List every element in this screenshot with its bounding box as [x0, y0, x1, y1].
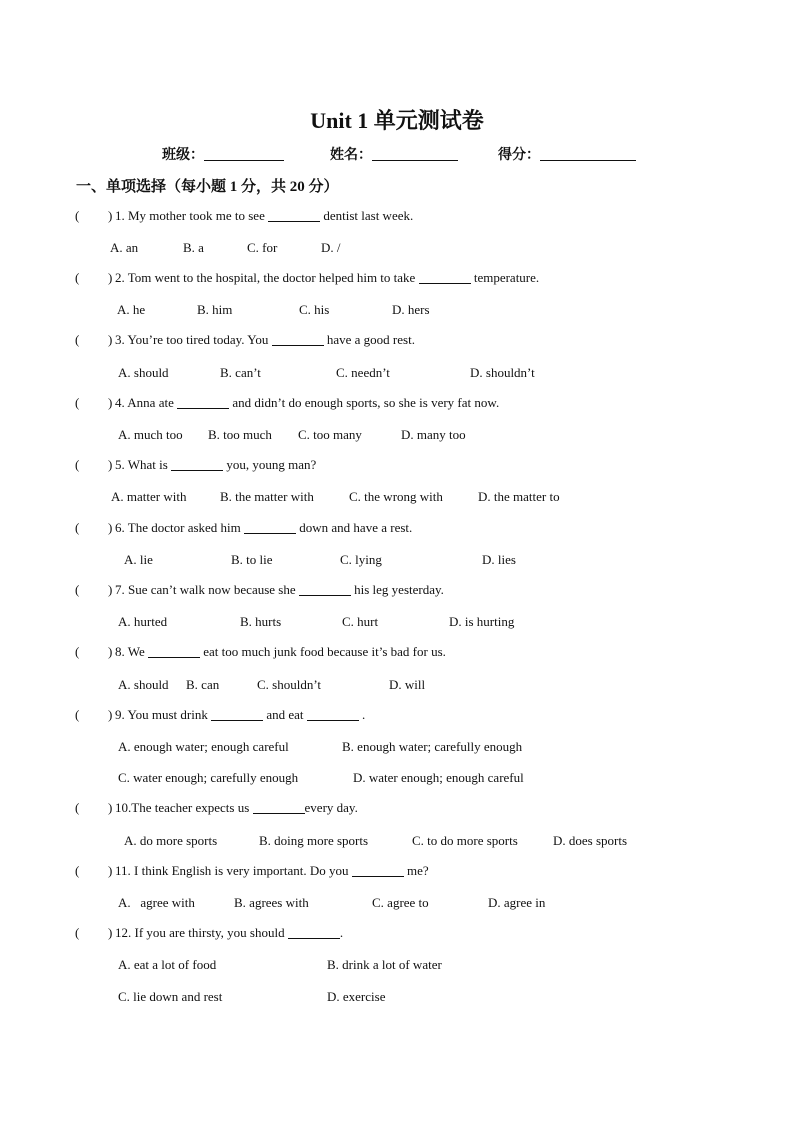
question-text: 4. Anna ate and didn’t do enough sports, so she is very fat now. — [115, 395, 500, 410]
answer-paren-close: ) — [108, 800, 113, 815]
question-text: 11. I think English is very important. Do you me? — [115, 863, 429, 878]
option-c[interactable]: C. his — [299, 302, 330, 317]
name-blank[interactable] — [372, 146, 458, 161]
option-a[interactable]: A. matter with — [111, 489, 187, 504]
option-b[interactable]: B. enough water; carefully enough — [342, 739, 523, 754]
option-b[interactable]: B. a — [183, 240, 204, 255]
option-d[interactable]: D. will — [389, 677, 426, 692]
name-label: 姓名： — [330, 148, 372, 163]
option-b[interactable]: B. hurts — [240, 614, 282, 629]
answer-paren-open: ( — [75, 707, 80, 722]
answer-paren-close: ) — [108, 644, 113, 659]
question-number: 4. — [115, 395, 125, 410]
option-d[interactable]: D. water enough; enough careful — [353, 770, 524, 785]
option-a[interactable]: A. he — [117, 302, 146, 317]
answer-paren-open: ( — [75, 332, 80, 347]
option-a[interactable]: A. do more sports — [124, 833, 218, 848]
answer-blank[interactable] — [211, 708, 263, 721]
option-c[interactable]: C. agree to — [372, 895, 429, 910]
answer-paren-open: ( — [75, 582, 80, 597]
question-text: 6. The doctor asked him down and have a rest. — [115, 520, 413, 535]
answer-paren-close: ) — [108, 208, 113, 223]
name-field — [330, 144, 458, 164]
answer-blank[interactable] — [268, 209, 320, 222]
option-a[interactable]: A. enough water; enough careful — [118, 739, 289, 754]
question-text: 7. Sue can’t walk now because she his leg yesterday. — [115, 582, 444, 597]
option-c[interactable]: C. needn’t — [336, 365, 390, 380]
answer-paren-close: ) — [108, 582, 113, 597]
answer-blank[interactable] — [148, 645, 200, 658]
option-b[interactable]: B. can’t — [220, 365, 261, 380]
answer-paren-open: ( — [75, 800, 80, 815]
option-d[interactable]: D. exercise — [327, 989, 386, 1004]
option-b[interactable]: B. him — [197, 302, 233, 317]
answer-paren-open: ( — [75, 208, 80, 223]
question-number: 9. — [115, 707, 125, 722]
answer-paren-close: ) — [108, 707, 113, 722]
question-4 — [0, 395, 794, 415]
question-text: 3. You’re too tired today. You have a good rest. — [115, 332, 415, 347]
answer-paren-open: ( — [75, 925, 80, 940]
question-number: 11. — [115, 863, 131, 878]
question-7 — [0, 582, 794, 602]
class-blank[interactable] — [204, 146, 284, 161]
option-c[interactable]: C. too many — [298, 427, 362, 442]
option-b[interactable]: B. doing more sports — [259, 833, 369, 848]
answer-paren-open: ( — [75, 644, 80, 659]
score-field — [498, 144, 636, 164]
class-field — [162, 144, 284, 164]
question-8 — [0, 644, 794, 664]
option-d[interactable]: D. the matter to — [478, 489, 560, 504]
answer-blank[interactable] — [177, 396, 229, 409]
option-a[interactable]: A. an — [110, 240, 139, 255]
answer-blank[interactable] — [253, 801, 305, 814]
question-number: 1. — [115, 208, 125, 223]
option-c[interactable]: C. lying — [340, 552, 382, 567]
answer-blank[interactable] — [299, 583, 351, 596]
option-c[interactable]: C. for — [247, 240, 278, 255]
question-number: 5. — [115, 457, 125, 472]
question-text: 1. My mother took me to see dentist last week. — [115, 208, 414, 223]
question-text: 8. We eat too much junk food because it’s bad for us. — [115, 644, 446, 659]
option-b[interactable]: B. the matter with — [220, 489, 314, 504]
option-c[interactable]: C. shouldn’t — [257, 677, 322, 692]
answer-paren-close: ) — [108, 332, 113, 347]
question-5 — [0, 457, 794, 477]
answer-blank[interactable] — [307, 708, 359, 721]
question-text: 12. If you are thirsty, you should . — [115, 925, 344, 940]
question-3 — [0, 332, 794, 352]
question-2 — [0, 270, 794, 290]
option-d[interactable]: D. shouldn’t — [470, 365, 535, 380]
option-d[interactable]: D. agree in — [488, 895, 546, 910]
option-d[interactable]: D. / — [321, 240, 341, 255]
question-number: 2. — [115, 270, 125, 285]
answer-paren-open: ( — [75, 457, 80, 472]
option-d[interactable]: D. hers — [392, 302, 430, 317]
answer-paren-close: ) — [108, 395, 113, 410]
option-c[interactable]: C. to do more sports — [412, 833, 518, 848]
option-a[interactable]: A. should — [118, 677, 169, 692]
answer-blank[interactable] — [419, 271, 471, 284]
option-a[interactable]: A. eat a lot of food — [118, 957, 217, 972]
option-a[interactable]: A. agree with — [118, 895, 195, 910]
question-12 — [0, 925, 794, 945]
option-b[interactable]: B. to lie — [231, 552, 273, 567]
page-title: Unit 1 单元测试卷 — [310, 108, 484, 133]
section-heading: 一、单项选择（每小题 1 分，共 20 分） — [76, 179, 339, 195]
question-number: 6. — [115, 520, 125, 535]
answer-blank[interactable] — [244, 521, 296, 534]
answer-blank[interactable] — [171, 458, 223, 471]
question-11 — [0, 863, 794, 883]
answer-paren-close: ) — [108, 925, 113, 940]
question-number: 7. — [115, 582, 125, 597]
class-label: 班级： — [162, 148, 204, 163]
question-10 — [0, 800, 794, 820]
answer-blank[interactable] — [352, 864, 404, 877]
answer-blank[interactable] — [288, 926, 340, 939]
answer-paren-open: ( — [75, 863, 80, 878]
score-blank[interactable] — [540, 146, 636, 161]
answer-paren-close: ) — [108, 520, 113, 535]
option-c[interactable]: C. lie down and rest — [118, 989, 223, 1004]
option-c[interactable]: C. hurt — [342, 614, 379, 629]
answer-paren-close: ) — [108, 863, 113, 878]
question-number: 3. — [115, 332, 125, 347]
question-9 — [0, 707, 794, 727]
option-b[interactable]: B. agrees with — [234, 895, 309, 910]
question-text: 9. You must drink and eat . — [115, 707, 366, 722]
question-1 — [0, 208, 794, 228]
question-text: 5. What is you, young man? — [115, 457, 317, 472]
answer-paren-close: ) — [108, 270, 113, 285]
option-a[interactable]: A. should — [118, 365, 169, 380]
score-label: 得分： — [498, 148, 540, 163]
answer-paren-open: ( — [75, 270, 80, 285]
option-c[interactable]: C. water enough; carefully enough — [118, 770, 299, 785]
option-d[interactable]: D. is hurting — [449, 614, 515, 629]
answer-paren-open: ( — [75, 395, 80, 410]
option-a[interactable]: A. much too — [118, 427, 183, 442]
question-number: 10. — [115, 800, 132, 815]
option-d[interactable]: D. lies — [482, 552, 516, 567]
answer-paren-close: ) — [108, 457, 113, 472]
question-number: 8. — [115, 644, 125, 659]
option-a[interactable]: A. hurted — [118, 614, 168, 629]
question-text: 10.The teacher expects us every day. — [115, 800, 358, 815]
question-text: 2. Tom went to the hospital, the doctor helped him to take temperature. — [115, 270, 540, 285]
option-a[interactable]: A. lie — [124, 552, 153, 567]
option-d[interactable]: D. does sports — [553, 833, 628, 848]
option-c[interactable]: C. the wrong with — [349, 489, 443, 504]
answer-paren-open: ( — [75, 520, 80, 535]
option-b[interactable]: B. drink a lot of water — [327, 957, 442, 972]
option-b[interactable]: B. too much — [208, 427, 272, 442]
question-number: 12. — [115, 925, 132, 940]
option-d[interactable]: D. many too — [401, 427, 466, 442]
question-6 — [0, 520, 794, 540]
answer-blank[interactable] — [272, 333, 324, 346]
option-b[interactable]: B. can — [186, 677, 220, 692]
